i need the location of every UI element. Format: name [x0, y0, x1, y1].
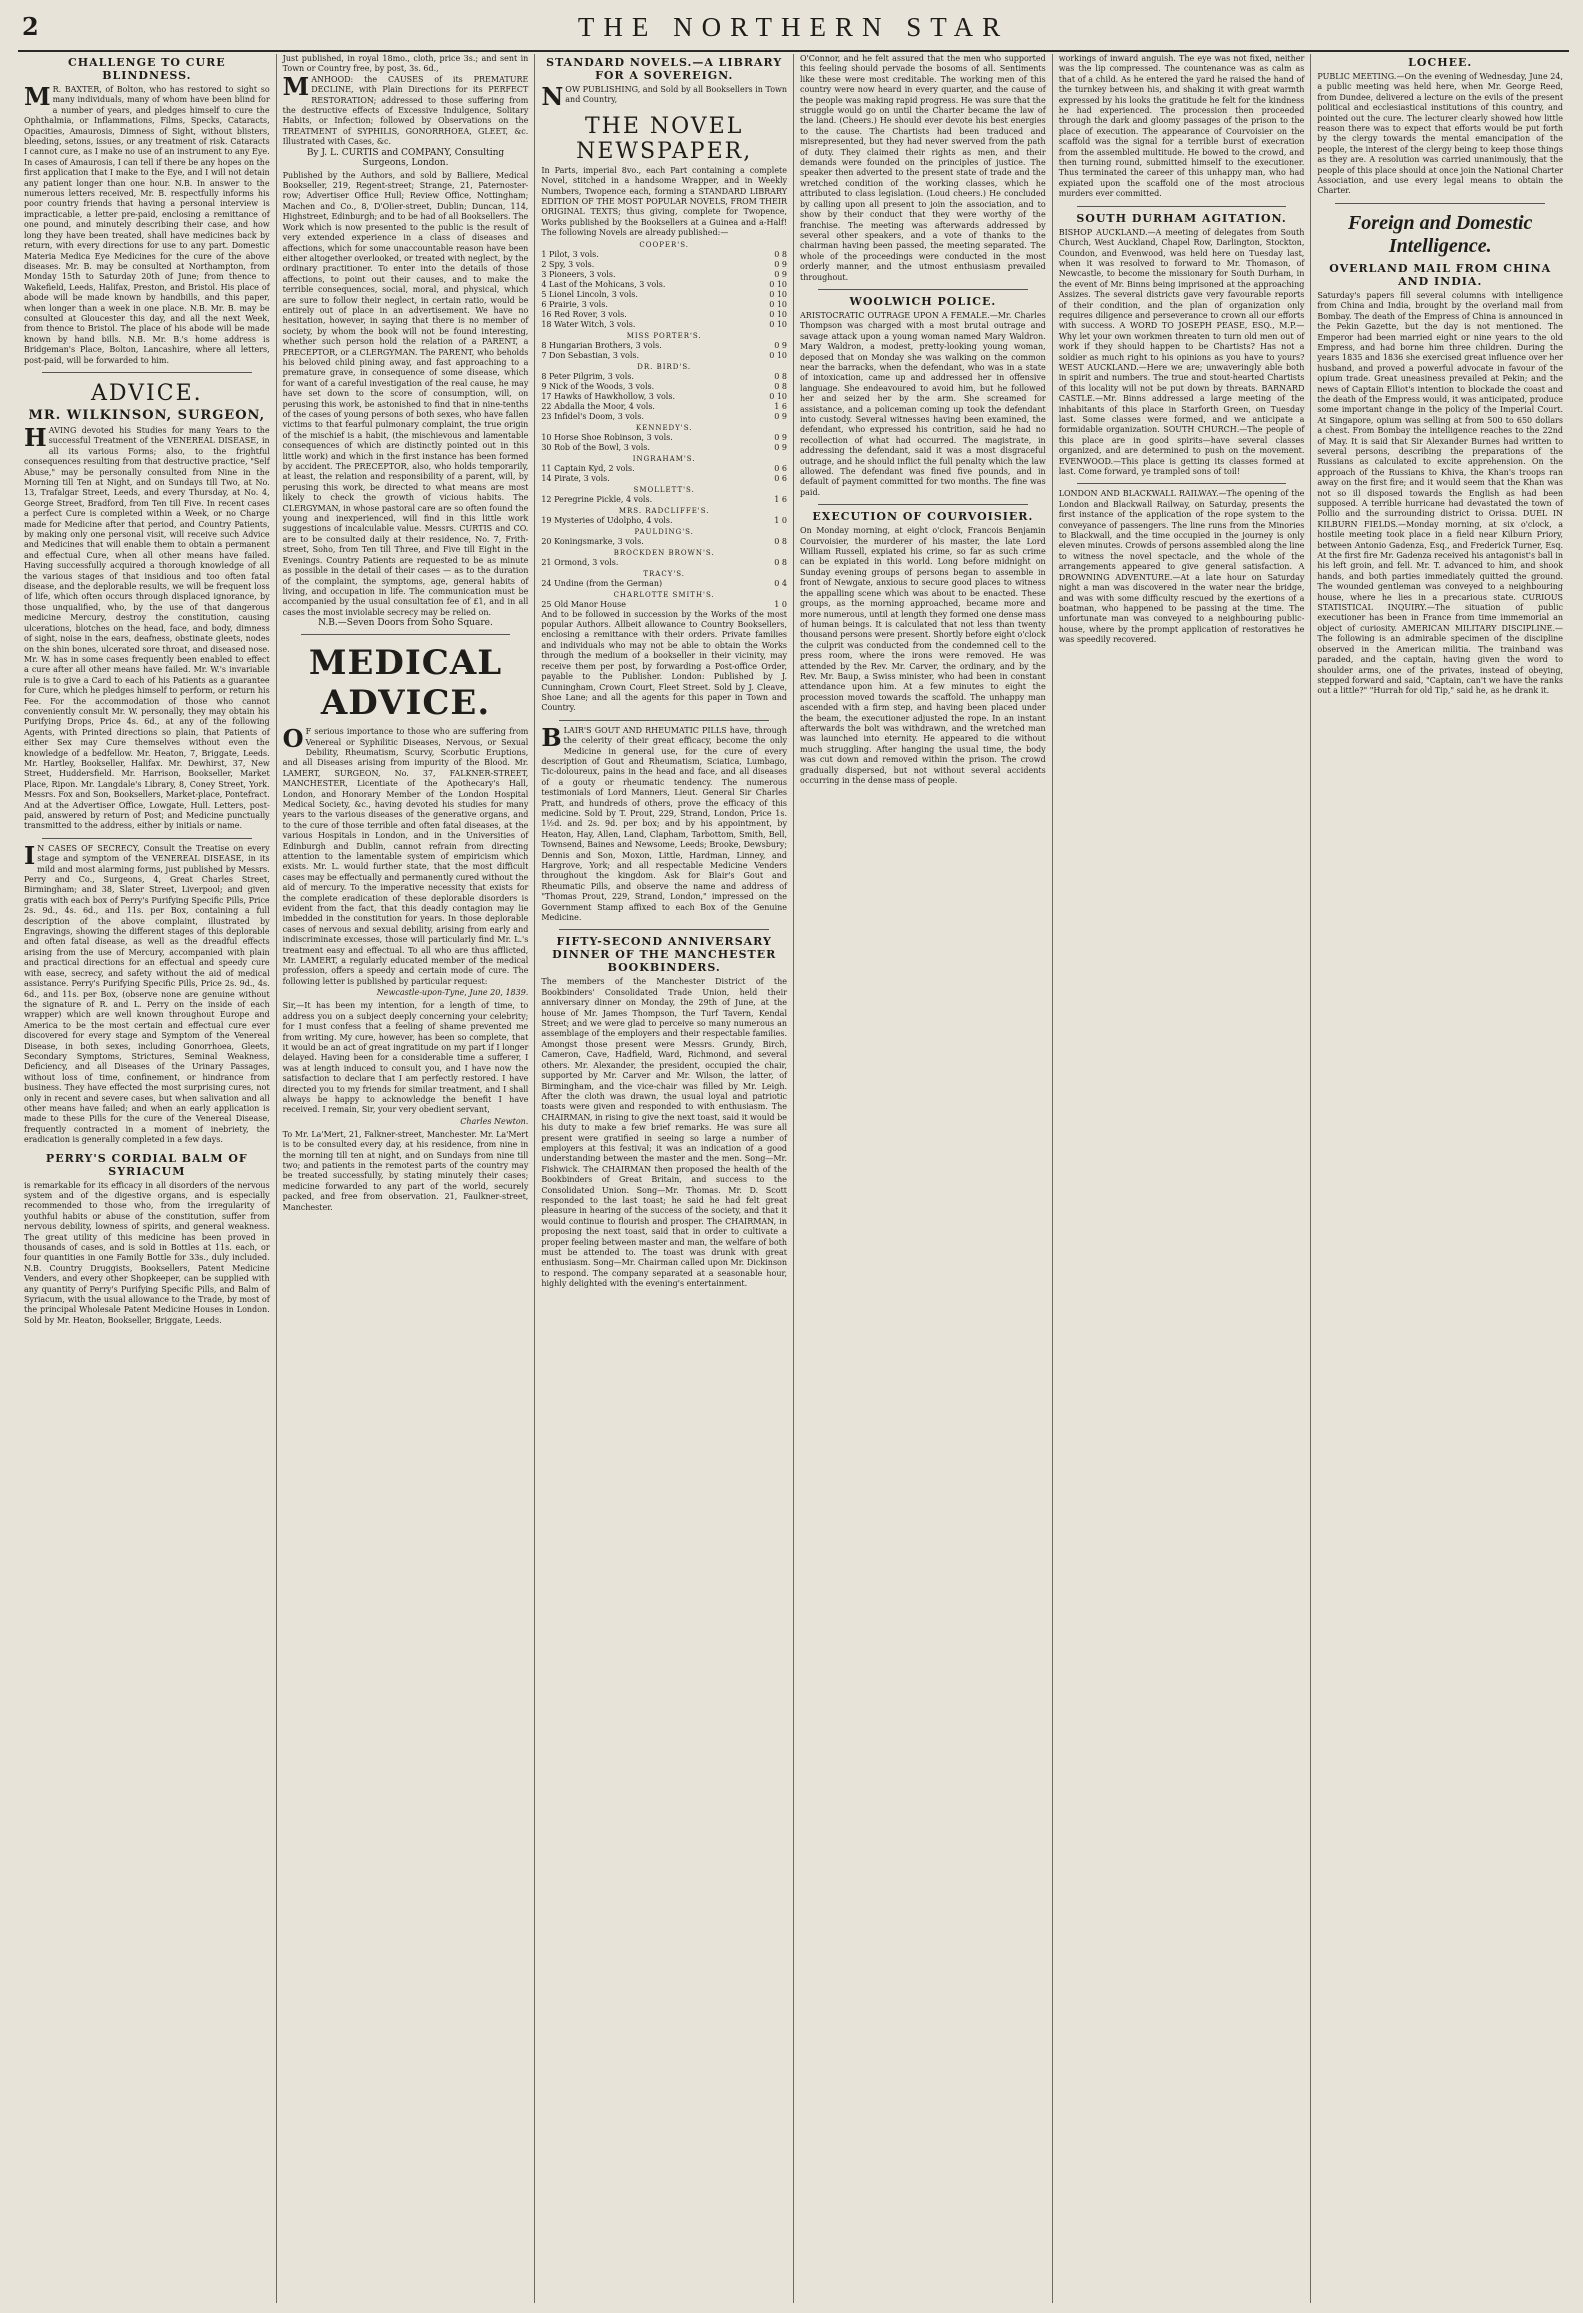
novel-table: [541, 516, 787, 526]
novel-price: 0 9: [774, 340, 788, 350]
novel-title: 9 Nick of the Woods, 3 vols.: [541, 381, 655, 391]
novel-table: [541, 433, 787, 453]
novel-price: 1 0: [774, 515, 788, 525]
novel-title: 21 Ormond, 3 vols.: [541, 557, 619, 567]
article-subheading: MR. WILKINSON, SURGEON,: [28, 407, 266, 423]
novel-author-heading: MRS. RADCLIFFE'S.: [618, 506, 710, 515]
divider: [1335, 203, 1545, 204]
novel-title: 12 Peregrine Pickle, 4 vols.: [541, 494, 653, 504]
article-body: [282, 71, 529, 148]
article-heading: LOCHEE.: [1408, 56, 1473, 69]
drop-cap: H: [24, 422, 47, 452]
section-heading: Foreign and Domestic Intelligence.: [1347, 211, 1533, 257]
novel-author-heading: PAULDING'S.: [634, 527, 694, 536]
novel-title: 7 Don Sebastian, 3 vols.: [541, 350, 640, 360]
article-heading: PERRY'S CORDIAL BALM OF SYRIACUM: [45, 1151, 248, 1178]
article-body: The members of the Manchester District of the Bookbinders' Consolidated Trade Union, held their anniversary dinner on Monday, the 29th of June, at the house of Mr. James Thompson, the Turf Tavern, Kendal Street; and we were glad to perceive so many numerous an assemblage of the employers and their respectable families. Amongst those present were Messrs. Grundy, Birch, Cameron, Cave, Hadfield, Ward, Richmond, and several others. Mr. Alexander, the president, occupied the chair, supported by Mr. Carver and Mr. Wilson, the latter, of Birmingham, and the vice-chair was filled by Mr. Leigh. After the cloth was drawn, the usual loyal and patriotic toasts were given and responded to with enthusiasm. The CHAIRMAN, in rising to give the next toast, said it would be his duty to make a few brief remarks. He was sure all present were gratified in seeing so large a number of employers at this festival; it was an indication of a good understanding between the master and the men. Song—Mr. Fishwick. The CHAIRMAN then proposed the health of the Bookbinders of Great Britain, and success to the Consolidated Union. Song—Mr. Thomas. Mr. D. Scott responded to the last toast; he said he had felt great pleasure in hearing of the success of the society, and that it would continue to flourish and prosper. The CHAIRMAN, in proposing the next toast, said that in order to cultivate a proper feeling between master and man, the welfare of both must be attended to. The toast was drunk with great enthusiasm. Song—Mr. Chairman called upon Mr. Dickinson to respond. The company separated at a seasonable hour, highly delighted with the evening's entertainment.: [541, 977, 788, 1289]
novel-row: [541, 443, 787, 453]
article-woolwich: [800, 295, 1046, 498]
article-heading: STANDARD NOVELS.—A LIBRARY FOR A SOVEREIGN.: [546, 56, 783, 82]
article-challenge: [24, 56, 270, 366]
article-railway: [1059, 489, 1305, 645]
novel-price: 0 9: [774, 442, 788, 452]
novel-title: 24 Undine (from the German): [541, 578, 663, 588]
divider: [1077, 206, 1287, 207]
divider: [818, 289, 1028, 290]
novel-title: 6 Prairie, 3 vols.: [541, 299, 608, 309]
novel-row: [541, 516, 787, 526]
novel-row: [541, 402, 787, 412]
novel-row: [541, 320, 787, 330]
article-body: [541, 722, 788, 924]
article-balm: [24, 1152, 270, 1327]
article-text: And to be followed in succession by the Works of the most popular Authors. Allbeit allowance to Country Booksellers, enclosing a remittance with their orders. Private families and individuals who may not be able to obtain the Works through the medium of a bookseller in their vicinity, may receive them per post, by forwarding a Post-office Order, payable to the Publisher. London: Published by J. Cunningham, Crown Court, Fleet Street. Sold by J. Cleave, Shoe Lane; and all the agents for this paper in Town and Country.: [541, 609, 788, 713]
article-body: [24, 82, 270, 366]
novel-row: [541, 537, 787, 547]
novel-title: 8 Hungarian Brothers, 3 vols.: [541, 340, 662, 350]
article-durham: [1059, 212, 1305, 478]
novel-row: [541, 280, 787, 290]
novel-price: 0 10: [769, 299, 788, 309]
article-body: [24, 840, 270, 1146]
divider: [42, 838, 252, 839]
novel-title: 4 Last of the Mohicans, 3 vols.: [541, 279, 666, 289]
novel-title: 8 Peter Pilgrim, 3 vols.: [541, 371, 634, 381]
novel-price: 0 8: [774, 249, 788, 259]
novel-price: 0 10: [769, 350, 788, 360]
novel-row: [541, 250, 787, 260]
column-6: [1311, 54, 1569, 2303]
article-heading: EXECUTION OF COURVOISIER.: [812, 510, 1034, 524]
columns: [18, 54, 1569, 2303]
article-dinner: [541, 935, 787, 1289]
novel-title: 17 Hawks of Hawkhollow, 3 vols.: [541, 391, 675, 401]
letter-text: Sir,—It has been my intention, for a length of time, to address you on a subject deeply concerning your celebrity; for I must confess that a feeling of shame prevented me from writing. My cure, however, has been so complete, that it would be an act of great ingratitude on my part if I longer delayed. Having been for a considerable time a sufferer, I was at length induced to consult you, and I have now the satisfaction to declare that I am perfectly restored. I have directed you to my friends for similar treatment, and I shall always be happy to acknowledge the benefit I have received. I remain, Sir, your very obedient servant,: [282, 1001, 529, 1115]
novel-title: 25 Old Manor House: [541, 599, 626, 609]
novel-row: [541, 351, 787, 361]
article-body: BISHOP AUCKLAND.—A meeting of delegates from South Church, West Auckland, Chapel Row, Darlington, Stockton, Coundon, and Evenwood, was held here on Tuesday last, when it was resolved to forward to Mr. Thomason, of Newcastle, to become the missionary for South Durham, in the event of Mr. Binns being imprisoned at the approaching Assizes. The several districts gave very favourable reports of their condition, and the plan of organization only requires diligence and perseverance to crown all our efforts with success. A WORD TO JOSEPH PEASE, ESQ., M.P.—Why let your own workmen threaten to turn old men out of work if they should happen to be Chartists? Has not a soldier as much right to his opinions as you have to yours? WEST AUCKLAND.—Here we are; unwaveringly able both in spirit and numbers. The true and stout-hearted Chartists of this locality will not be put down by threats. BARNARD CASTLE.—Mr. Binns addressed a large meeting of the inhabitants of this place in Starforth Green, on Tuesday last. Some classes were formed, and we anticipate a formidable organization. SOUTH CHURCH.—The people of this place are in good spirits—have several classes organized, and are determined to push on the movement. EVENWOOD.—This place is getting its classes formed at last. Come forward, ye trampled sons of toil!: [1058, 227, 1305, 477]
article-note: N.B.—Seven Doors from Soho Square.: [318, 618, 493, 629]
divider: [301, 634, 511, 635]
drop-cap: M: [24, 82, 51, 111]
novel-row: [541, 310, 787, 320]
letter-heading: Newcastle-upon-Tyne, June 20, 1839.: [376, 988, 529, 998]
page-number: 2: [22, 12, 39, 41]
novel-table: [541, 558, 787, 568]
novel-author-heading: COOPER'S.: [639, 240, 689, 249]
article-text: AVING devoted his Studies for many Years to the successful Treatment of the VENEREAL DISEASE, in all its various Forms; also, to the frightful consequences resulting from that destructive practice, "Self Abuse," may be personally consulted from Nine in the Morning till Ten at Night, and on Sundays till Two, at No. 13, Trafalgar Street, Leeds, and every Thursday, at No. 4, George Street, Bradford, from Ten till Five. In recent cases a perfect Cure is completed within a Week, or no Charge made for Medicine after that period, and Country Patients, by making only one personal visit, will receive such Advice and Medicines that will enable them to obtain a permanent and effectual Cure, when all other means have failed. Having successfully acquired a thorough knowledge of all the various stages of that insidious and too often fatal disease, and the deplorable results, we will be frequent loss of life, which often occurs through displaced ignorance, by those unqualified, who, by the use of that dangerous medicine Mercury, destroy the constitution, causing ulcerations, blotches on the head, face, and body, dimness of sight, noise in the ears, deafness, obstinate gleets, nodes on the shin bones, ulcerated sore throat, and diseased nose. Mr. W. has in some cases frequently been enabled to effect a cure after all other means have failed. Mr. W.'s invariable rule is to give a Card to each of his Patients as a guarantee for Cure, which he pledges himself to perform, or return his Fee. For the accommodation of those who cannot conveniently consult Mr. W. personally, they may obtain his Purifying Drops, Price 4s. 6d., at any of the following Agents, with Printed directions so plain, that Patients of either Sex may Cure themselves without even the knowledge of a bedfellow. Mr. Heaton, 7, Briggate, Leeds. Mr. Hartley, Bookseller, Halifax. Mr. Dewhirst, 37, New Street, Huddersfield. Mr. Harrison, Bookseller, Market Place, Ripon. Mr. Langdale's Library, 8, Coney Street, York. Messrs. Fox and Son, Booksellers, Market-place, Pontefract. And at the Advertiser Office, Lowgate, Hull. Letters, post-paid, answered by return of Post; and Medicine punctually transmitted to the address, either by initials or name.: [24, 425, 270, 831]
divider: [559, 929, 769, 930]
novel-table: [541, 495, 787, 505]
article-advice: [24, 381, 270, 832]
article-heading: SOUTH DURHAM AGITATION.: [1076, 211, 1287, 225]
novel-price: 0 10: [769, 279, 788, 289]
column-5: [1053, 54, 1312, 2303]
novel-price: 0 8: [774, 381, 788, 391]
article-text: ANHOOD: the CAUSES of its PREMATURE DECLINE, with Plain Directions for its PERFECT RESTORATION; addressed to those suffering from the destructive effects of Excessive Indulgence, Solitary Habits, or Infection; followed by Observations on the TREATMENT of SYPHILIS, GONORRHOEA, GLEET, &c. Illustrated with Cases, &c.: [282, 74, 529, 147]
novel-price: 0 8: [774, 536, 788, 546]
article-lochee: [1317, 56, 1563, 197]
article-body: ARISTOCRATIC OUTRAGE UPON A FEMALE.—Mr. Charles Thompson was charged with a most brutal outrage and savage attack upon a young woman named Mary Waldron. Mary Waldron, a modest, pretty-looking young woman, deposed that on Monday she was walking on the common near the barracks, when the defendant, who was in a state of intoxication, came up and addressed her in offensive language. She endeavoured to avoid him, but he followed her and seized her by the arm. She screamed for assistance, and a policeman coming up took the defendant into custody. Several witnesses having been examined, the defendant, who expressed his contrition, said he had no recollection of what had occurred. The magistrate, in addressing the defendant, said it was a most disgraceful outrage, and he should inflict the full penalty which the law allowed. The defendant was fined five pounds, and in default of payment committed for two months. The fine was paid.: [800, 310, 1046, 497]
drop-cap: B: [541, 722, 562, 752]
article-body: On Monday morning, at eight o'clock, Francois Benjamin Courvoisier, the murderer of his master, the late Lord William Russell, expiated his crime, so far as such crime can be expiated in this world. Long before midnight on Sunday evening groups of persons began to assemble in front of Newgate, anxious to secure good places to witness the appalling scene which was about to be enacted. These groups, as the morning approached, became more and more numerous, until at length they formed one dense mass of human beings. It is calculated that not less than twenty thousand persons were present. Shortly before eight o'clock the culprit was conducted from the condemned cell to the press room, where the irons were removed. He was attended by the Rev. Mr. Carver, the ordinary, and by the Rev. Mr. Baup, a Swiss minister, who had been in constant attendance upon him. At a few minutes to eight the procession moved towards the scaffold. The unhappy man ascended with a firm step, and having been placed under the beam, the executioner adjusted the rope. In an instant afterwards the bolt was withdrawn, and the wretched man was launched into eternity. He appeared to die without much struggling. After hanging the usual time, the body was cut down and removed within the prison. The crowd gradually dispersed, but not without several accidents occurring in the dense mass of people.: [800, 526, 1046, 785]
article-footer: To Mr. La'Mert, 21, Falkner-street, Manchester. Mr. La'Mert is to be consulted every day, at his residence, from nine in the morning till ten at night, and on Sundays from nine till two; and patients in the remotest parts of the country may be treated successfully, by stating minutely their cases; medicine forwarded to any part of the world, securely packed, and free from observation. 21, Faulkner-street, Manchester.: [282, 1129, 529, 1212]
novel-price: 0 8: [774, 371, 788, 381]
novel-title: 2 Spy, 3 vols.: [541, 259, 595, 269]
article-heading: WOOLWICH POLICE.: [849, 294, 997, 308]
novel-price: 0 4: [774, 578, 788, 588]
novel-title: 19 Mysteries of Udolpho, 4 vols.: [541, 515, 673, 525]
article-gout-pills: [541, 722, 788, 924]
article-secrecy: [24, 840, 270, 1146]
novel-list: [541, 241, 787, 610]
novel-table: [541, 579, 787, 589]
novel-title: 5 Lionel Lincoln, 3 vols.: [541, 289, 638, 299]
article-body: O'Connor, and he felt assured that the men who supported this feeling should pervade the bosoms of all. Sentiments like these were most creditable. The working men of this country were now heard in every quarter, and the cause of the people was making rapid progress. He was sure that the struggle would go on until the Charter became the law of the land. (Cheers.) He should ever devote his best energies to the cause. The Chartists had been traduced and misrepresented, but they had never swerved from the path of duty. They claimed their rights as men, and their demands were founded on the principles of justice. The speaker then adverted to the present state of trade and the wretched condition of the working classes, which he attributed to class legislation. (Loud cheers.) He concluded by calling upon all present to join the association, and to show by their conduct that they were worthy of the franchise. The meeting was afterwards addressed by several other speakers, and a vote of thanks to the chairman having been passed, the meeting separated. The whole of the proceedings were conducted in the most orderly manner, and the utmost enthusiasm prevailed throughout.: [800, 54, 1046, 282]
novel-title: 14 Pirate, 3 vols.: [541, 473, 610, 483]
article-text: OW PUBLISHING, and Sold by all Booksellers in Town and Country,: [565, 85, 788, 105]
novel-table: [541, 600, 787, 610]
novel-author-heading: SMOLLETT'S.: [633, 485, 695, 494]
novel-row: [541, 579, 787, 589]
novel-price: 0 6: [774, 473, 788, 483]
novel-title: 23 Infidel's Doom, 3 vols.: [541, 411, 644, 421]
novel-price: 0 10: [769, 289, 788, 299]
novel-author-heading: KENNEDY'S.: [635, 423, 693, 432]
article-novels: [541, 56, 787, 714]
novel-title: 30 Rob of the Bowl, 3 vols.: [541, 442, 650, 452]
article-byline: By J. L. CURTIS and COMPANY, Consulting Surgeons, London.: [306, 147, 505, 168]
novel-author-heading: BROCKDEN BROWN'S.: [613, 548, 715, 557]
novel-price: 0 9: [774, 411, 788, 421]
novel-row: [541, 382, 787, 392]
article-body: [282, 724, 529, 987]
article-speech: [800, 54, 1046, 283]
novel-author-heading: CHARLOTTE SMITH'S.: [613, 590, 715, 599]
novel-price: 1 0: [774, 599, 788, 609]
novel-price: 0 10: [769, 391, 788, 401]
article-intro: Just published, in royal 18mo., cloth, price 3s.; and sent in Town or Country free, by post, 3s. 6d.,: [282, 54, 529, 74]
article-text: N CASES OF SECRECY, Consult the Treatise on every stage and symptom of the VENEREAL DISEASE, in its mild and most alarming forms, just published by Messrs. Perry and Co., Surgeons, 4, Great Charles Street, Birmingham; and 38, Slater Street, Liverpool; and given gratis with each box of Perry's Purifying Specific Pills, Price 2s. 9d., 4s. 6d., and 11s. per Box, containing a full description of the above complaint, illustrated by Engravings, showing the different stages of this deplorable and often fatal disease, as well as the dreadful effects arising from the use of Mercury, accompanied with plain and practical directions for an effectual and speedy cure with ease, secrecy, and safety without the aid of medical assistance. Perry's Purifying Specific Pills, Price 2s. 9d., 4s. 6d., and 11s. per Box, (observe none are genuine without the signature of R. and L. Perry on the inside of each wrapper) which are well known throughout Europe and America to be the most certain and effectual cure ever discovered for every stage and Symptom of the Venereal Disease, in both sexes, including Gonorrhoea, Gleets, Secondary Symptoms, Strictures, Seminal Weakness, Deficiency, and all Diseases of the Urinary Passages, without loss of time, confinement, or hindrance from business. They have effected the most surprising cures, not only in recent and severe cases, but when salivation and all other means have failed; and when an early application is made to these Pills for the cure of the Venereal Disease, frequently contracted in a moment of inebriety, the eradication is generally completed in a few days.: [24, 843, 270, 1145]
article-body: LONDON AND BLACKWALL RAILWAY.—The opening of the London and Blackwall Railway, on Saturday, presents the first instance of the application of the rope system to the conveyance of passengers. The line runs from the Minories to Blackwall, and the time occupied in the journey is only eleven minutes. Crowds of persons assembled along the line to witness the novel spectacle, and the whole of the arrangements appeared to give general satisfaction. A DROWNING ADVENTURE.—At a late hour on Saturday night a man was discovered in the water near the bridge, and was with some difficulty rescued by the exertions of a boatman, who happened to be passing at the time. The unfortunate man was conveyed to a neighbouring public-house, where by the prompt application of restoratives he was speedily recovered.: [1058, 489, 1305, 645]
novel-row: [541, 558, 787, 568]
novel-row: [541, 372, 787, 382]
newspaper-title: THE NORTHERN STAR: [577, 12, 1010, 42]
divider: [42, 372, 252, 373]
article-intro: In Parts, imperial 8vo., each Part containing a complete Novel, stitched in a handsome Wrapper, and in Weekly Numbers, Twopence each, forming a STANDARD LIBRARY EDITION OF THE MOST POPULAR NOVELS, FROM THEIR ORIGINAL TEXTS; thus giving, complete for Twopence, Works published by the Booksellers at a Guinea and a-Half! The following Novels are already published:—: [541, 165, 788, 238]
novel-price: 0 9: [774, 259, 788, 269]
novel-author-heading: MISS PORTER'S.: [626, 331, 702, 340]
column-1: [18, 54, 277, 2303]
novel-table: [541, 250, 787, 330]
novel-newspaper-title: THE NOVEL NEWSPAPER,: [576, 113, 753, 164]
article-heading: FIFTY-SECOND ANNIVERSARY DINNER OF THE MANCHESTER BOOKBINDERS.: [552, 935, 777, 975]
masthead: [18, 10, 1569, 52]
article-body: is remarkable for its efficacy in all disorders of the nervous system and of the digestive organs, and is especially recommended to those who, from the irregularity of youthful habits or abuse of the constitution, suffer from nervous debility, lowness of spirits, and general weakness. The great utility of this medicine has been proved in thousands of cases, and is sold in Bottles at 11s. each, or four quantities in one Family Bottle for 33s., duly included. N.B. Country Druggists, Booksellers, Patent Medicine Venders, and every other Shopkeeper, can be supplied with any quantity of Perry's Purifying Specific Pills, and Balm of Syriacum, with the usual allowance to the Trade, by most of the principal Wholesale Patent Medicine Houses in London. Sold by Mr. Heaton, Bookseller, Briggate, Leeds.: [24, 1180, 270, 1325]
letter-signature: Charles Newton.: [460, 1116, 529, 1126]
novel-author-heading: TRACY'S.: [643, 569, 686, 578]
article-courvoisier: [800, 510, 1046, 786]
novel-row: [541, 341, 787, 351]
novel-title: 22 Abdalla the Moor, 4 vols.: [541, 401, 655, 411]
article-text: F serious importance to those who are suffering from Venereal or Syphilitic Diseases, Nervous, or Sexual Debility, Rheumatism, Scurvy, Scorbutic Eruptions, and all Diseases arising from impurity of the Blood. Mr. LAMERT, SURGEON, No. 37, FALKNER-STREET, MANCHESTER, Licentiate of the Apothecary's Hall, London, and Honorary Member of the London Hospital Medical Society, &c., having devoted his studies for many years to the various diseases of the generative organs, and to the cure of those terrible and often fatal diseases, at the various Hospitals in London, and in the Universities of Edinburgh and Dublin, cannot refrain from directing attention to the lamentable system of empiricism which exists. Mr. L. would further state, that the most difficult cases may be effectually and permanently cured without the aid of mercury. To the imperative necessity that exists for the complete eradication of these deplorable disorders is evident from the fact, that this deadly contagion may lie imbedded in the constitution for years. In those deplorable cases of nervous and sexual debility, arising from early and indiscriminate excesses, those will particularly find Mr. L.'s treatment easy and effectual. To all who are thus afflicted, Mr. LAMERT, a regularly educated member of the medical profession, offers a speedy and certain mode of cure. The following letter is published by particular request:: [282, 727, 529, 986]
novel-price: 0 10: [769, 319, 788, 329]
novel-row: [541, 300, 787, 310]
column-4: [794, 54, 1053, 2303]
article-body: [541, 82, 788, 111]
drop-cap: O: [282, 724, 304, 754]
novel-title: 1 Pilot, 3 vols.: [541, 249, 599, 259]
novel-price: 1 6: [774, 401, 788, 411]
article-text: Published by the Authors, and sold by Balliere, Medical Bookseller, 219, Regent-street; Strange, 21, Paternoster-row; Advertiser Office Hull; Review Office, Nottingham; Machen and Co., 8, D'Olier-street, Dublin; Duncan, 114, Highstreet, Edinburgh; and to be had of all Booksellers. The Work which is now presented to the public is the result of very extended experience in a class of diseases and affections, which for some unaccountable reason have been either altogether overlooked, or treated with neglect, by the ordinary practitioner. To enter into the details of those affections, to point out their causes, and to make the terrible consequences, social, moral, and physical, which are sure to follow their neglect, in certain ratio, would be entirely out of place in an advertisement. We have no hesitation, however, in saying that there is no member of society, by whom the book will not be found interesting, whether such person hold the relation of a PARENT, a PRECEPTOR, or a CLERGYMAN. The PARENT, who beholds his beloved child pining away, and fast approaching to a premature grave, in consequence of some disease, which for want of a careful investigation of the real cause, he may have set down to the score of consumption, will, on perusing this work, be astonished to find that in nine-tenths of the cases of young persons of both sexes, who have fallen victims to that fearful pulmonary complaint, the true origin of the mischief is a habit, (the mischievous and lamentable consequences of which are distinctly pointed out in this little work) and which in the first instance has been formed by accident. The PRECEPTOR, also, who holds temporarily, at least, the relation and responsibility of a parent, will, by perusing this work, be directed to what means are most likely to check the growth of vicious habits. The CLERGYMAN, in whose pastoral care are so often found the young and inexperienced, will find in this little work suggestions of incalculable value. Messrs. CURTIS and CO. are to be consulted daily at their residence, No. 7, Frith-street, Soho, from Ten till Three, and Five till Eight in the Evenings. Country Patients are requested to be as minute as possible in the detail of their cases — as to the duration of the complaint, the symptoms, age, general habits of living, and occupation in life. The communication must be accompanied by the usual consultation fee of £1, and in all cases the most inviolable secrecy may be relied on.: [282, 170, 529, 617]
novel-row: [541, 270, 787, 280]
column-2: [277, 54, 536, 2303]
drop-cap: M: [282, 71, 310, 101]
novel-price: 1 6: [774, 494, 788, 504]
novel-table: [541, 372, 787, 422]
column-3: [535, 54, 794, 2303]
novel-title: 10 Horse Shoe Robinson, 3 vols.: [541, 432, 673, 442]
article-heading: ADVICE.: [91, 380, 203, 406]
novel-table: [541, 537, 787, 547]
novel-author-heading: DR. BIRD'S.: [637, 362, 692, 371]
novel-row: [541, 260, 787, 270]
article-body: Saturday's papers fill several columns with intelligence from China and India, brought by the overland mail from Bombay. The death of the Empress of China is announced in the Pekin Gazette, but the day is not mentioned. The Emperor had been married eight or nine years to the old Empress, and had borne him three children. During the years 1835 and 1836 she exercised great influence over her husband, and proved a powerful advocate in favour of the opium trade. Great uneasiness prevailed at Pekin; and the news of Captain Elliot's intention to blockade the coast and the death of the Empress would, it was anticipated, produce some important change in the policy of the Imperial Court. At Singapore, opium was selling at from 500 to 650 dollars a chest. From Bombay the intelligence reaches to the 22nd of May. It is said that Sir Alexander Burnes had written to several persons, describing the preparations of the Russians as calculated to excite apprehension. On the approach of the Russians to Khiva, the Khan's troops ran away on the first fire; and it would seem that the Khan was not so ill disposed towards the English as had been supposed. A terrible hurricane had devastated the town of Pollio and the surrounding district to Orissa. DUEL IN KILBURN FIELDS.—Monday morning, at six o'clock, a hostile meeting took place in a field near Kilburn Priory, between Antonio Gadenza, Esq., and Frederick Turner, Esq. At the first fire Mr. Gadenza received his antagonist's ball in his left groin, and fell. Mr. T. advanced to him, and shook hands, and both parties immediately quitted the ground. The wounded gentleman was conveyed to a neighbouring house, where he lies in a precarious state. CURIOUS STATISTICAL INQUIRY.—The situation of public executioner has been in France from time immemorial an object of curiosity. AMERICAN MILITARY DISCIPLINE.—The following is an admirable specimen of the discipline observed in the American militia. The trainband was paraded, and the captain, having given the word to shoulder arms, one of the privates, instead of obeying, stepped forward and said, "Captain, can't we have the ranks out a little?" "Hurrah for old Tip," said he, as he drank it.: [1317, 290, 1564, 696]
divider: [559, 720, 769, 721]
article-text: R. BAXTER, of Bolton, who has restored to sight so many individuals, many of whom have been blind for a number of years, and pledges himself to cure the Ophthalmia, or Inflammations, Films, Specks, Cataracts, Opacities, Amaurosis, Dimness of Sight, without blisters, bleeding, setons, issues, or any treatment of risk. Cataracts I cannot cure, as I make no use of an instrument to any Eye. In cases of Amaurosis, I can tell if there be any hopes on the first application that I make to the Eye, and I will not detain any patient longer than one hour. N.B. In answer to the numerous letters received, Mr. B. respectfully informs his poor country friends that having a personal interview is impracticable, a letter pre-paid, enclosing a remittance of one pound, and minutely describing their case, and how long they have been treated, shall have medicines back by return, with every directions for use to any part. Domestic Materia Medica Eye Medicines for the cure of the above diseases. Mr. B. may be consulted at Northampton, from Monday 15th to Saturday 20th of June; from thence to Wakefield, Leeds, Halifax, Preston, and Bristol. His place of abode will be made known by handbills, and this paper, when longer than a week in one place. N.B. Mr. B. may be consulted at Gloucester this day, and all the next Week, from thence to Bristol. The place of his abode will be made known by hand bills. N.B. Mr. B.'s home address is Bridgeman's Place, Bolton, Lancashire, where all letters, post-paid, will be forwarded to him.: [24, 85, 270, 365]
novel-table: [541, 341, 787, 361]
novel-row: [541, 412, 787, 422]
novel-row: [541, 600, 787, 610]
article-heading: CHALLENGE TO CURE BLINDNESS.: [68, 56, 226, 82]
novel-title: 11 Captain Kyd, 2 vols.: [541, 463, 635, 473]
novel-row: [541, 474, 787, 484]
article-foreign: [1317, 212, 1563, 697]
novel-row: [541, 290, 787, 300]
novel-author-heading: INGRAHAM'S.: [632, 454, 696, 463]
novel-title: 16 Red Rover, 3 vols.: [541, 309, 627, 319]
drop-cap: I: [24, 840, 36, 870]
novel-price: 0 8: [774, 557, 788, 567]
article-medical-advice: [283, 643, 529, 1213]
article-body: [24, 422, 270, 832]
article-body: PUBLIC MEETING.—On the evening of Wednesday, June 24, a public meeting was held here, when Mr. George Reed, from Dundee, delivered a lecture on the evils of the present political and ecclesiastical institutions of this country, and pointed out the cure. The lecturer clearly showed how little reason there was to expect that efforts would be put forth by the clergy towards the mental emancipation of the people, the interest of the clergy being to keep those things as they are. A resolution was carried unanimously, that the people of this place should at once join the National Charter Association, and use every legal means to obtain the Charter.: [1317, 72, 1564, 196]
novel-price: 0 10: [769, 309, 788, 319]
article-subheading: OVERLAND MAIL FROM CHINA AND INDIA.: [1329, 261, 1552, 288]
novel-row: [541, 464, 787, 474]
novel-price: 0 9: [774, 269, 788, 279]
novel-price: 0 6: [774, 463, 788, 473]
divider: [818, 504, 1028, 505]
novel-table: [541, 464, 787, 484]
novel-row: [541, 392, 787, 402]
article-manhood: [283, 54, 529, 628]
novel-title: 20 Koningsmarke, 3 vols.: [541, 536, 644, 546]
article-text: LAIR'S GOUT AND RHEUMATIC PILLS have, through the celerity of their great efficacy, become the only Medicine in general use, for the cure of every description of Gout and Rheumatism, Sciatica, Lumbago, Tic-doloureux, pains in the head and face, and all diseases of a gouty or rheumatic tendency. The numerous testimonials of Lord Manners, Lieut. General Sir Charles Pratt, and hundreds of others, prove the efficacy of this medicine. Sold by T. Prout, 229, Strand, London, Price 1s. 1½d. and 2s. 9d. per box; and by his appointment, by Heaton, Hay, Allen, Land, Clapham, Tarbottom, Smith, Bell, Townsend, Baines and Newsome, Leeds; Brooke, Dewsbury; Dennis and Son, Moxon, Little, Hardman, Linney, and Hargrove, York; and all respectable Medicine Venders throughout the kingdom. Ask for Blair's Gout and Rheumatic Pills, and observe the name and address of "Thomas Prout, 229, Strand, London," impressed on the Government Stamp affixed to each Box of the Genuine Medicine.: [541, 725, 788, 923]
article-heading: MEDICAL ADVICE.: [308, 643, 503, 724]
article-prison: [1059, 54, 1305, 200]
novel-row: [541, 433, 787, 443]
novel-price: 0 9: [774, 432, 788, 442]
novel-title: 3 Pioneers, 3 vols.: [541, 269, 616, 279]
novel-title: 18 Water Witch, 3 vols.: [541, 319, 636, 329]
article-body: workings of inward anguish. The eye was not fixed, neither was the lip compressed. The countenance was as calm as that of a child. As he entered the yard he raised the hand of the turnkey between his, and shaking it with great warmth expressed by his looks the gratitude he felt for the kindness he had experienced. The procession then proceeded through the dark and gloomy passages of the prison to the place of execution. The appearance of Courvoisier on the scaffold was the signal for a terrible burst of execration from the assembled multitude. He bowed to the crowd, and then turning round, submitted himself to the executioner. Thus terminated the career of this unhappy man, who had expiated upon the scaffold one of the most atrocious murders ever committed.: [1058, 54, 1305, 199]
drop-cap: N: [541, 82, 564, 111]
novel-row: [541, 495, 787, 505]
divider: [1077, 483, 1287, 484]
